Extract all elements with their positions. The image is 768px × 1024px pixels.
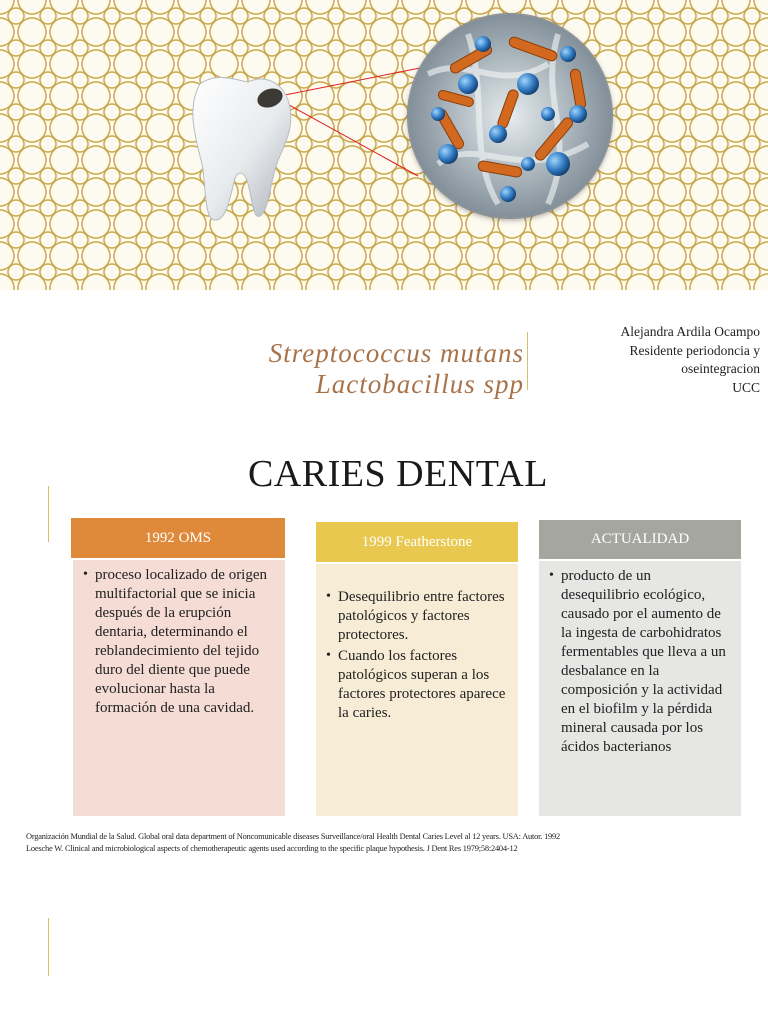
author-name: Alejandra Ardila Ocampo [620, 324, 760, 339]
column-header-featherstone [316, 522, 518, 562]
column-header-actualidad [539, 520, 741, 559]
column-body-actualidad [539, 561, 741, 816]
list-item: • Desequilibrio entre factores patológicos y factores protectores. [338, 588, 510, 645]
left-accent-line-bottom [48, 918, 49, 976]
tooth-illustration [186, 74, 296, 224]
author-role-1: Residente periodoncia y [629, 342, 760, 358]
column-header-label: 1992 OMS [144, 529, 212, 546]
ornamental-pattern-banner [0, 0, 768, 290]
bacteria-subtitle [184, 338, 524, 400]
column-header-oms [71, 518, 285, 558]
reference-1: Organización Mundial de la Salud. Global oral data department of Noncomunicable diseases Surveillance/oral Health Dental Caries Level al 12 years. USA: Autor. 1992 [26, 832, 561, 841]
column-body-oms [73, 560, 285, 816]
references [26, 831, 756, 855]
author-block [560, 323, 760, 397]
column-header-label: 1999 Featherstone [361, 533, 473, 550]
list-item: • producto de un desequilibrio ecológico, causado por el aumento de la ingesta de carbohidratos fermentables que lleva a un desbalance en la composición y la actividad en el biofilm y la pérdida mineral causada por los ácidos bacterianos [561, 567, 733, 757]
subtitle-divider [527, 332, 528, 390]
list-item: • proceso localizado de origen multifactorial que se inicia después de la erupción dentaria, determinando el reblandecimiento del tejido duro del diente que puede evolucionar hasta la formación de una cavidad. [95, 566, 277, 718]
subtitle-line-2: Lactobacillus spp [315, 369, 524, 399]
reference-2: Loesche W. Clinical and microbiological aspects of chemotherapeutic agents used according to the specific plaque hypothesis. J Dent Res 1979;58:2404-12 [26, 844, 518, 853]
subtitle-line-1: Streptococcus mutans [268, 338, 524, 368]
page-title: CARIES DENTAL [247, 453, 549, 495]
bacteria-micrograph [408, 14, 612, 218]
column-header-label: ACTUALIDAD [590, 531, 690, 547]
author-institution: UCC [732, 379, 760, 395]
column-body-featherstone [316, 564, 518, 816]
author-role-2: oseintegracion [681, 361, 760, 376]
list-item: • Cuando los factores patológicos superan a los factores protectores aparece la caries. [338, 647, 510, 723]
